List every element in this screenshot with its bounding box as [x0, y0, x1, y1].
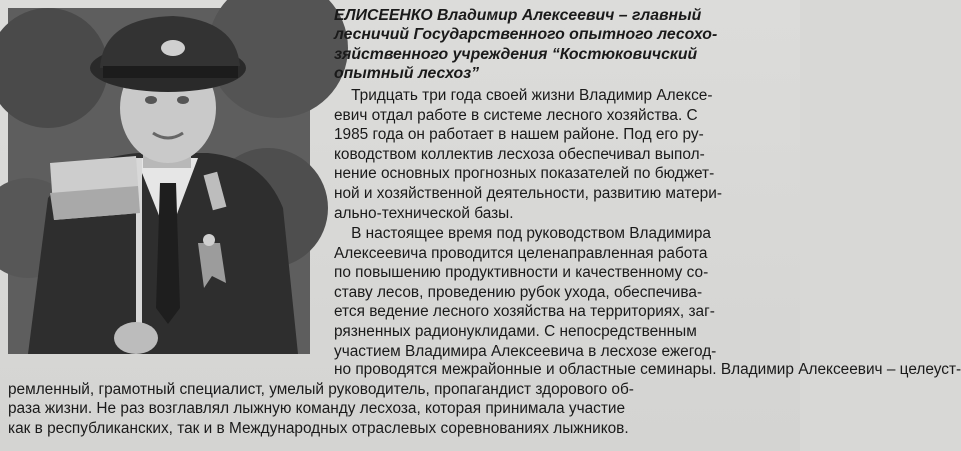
paragraph-present-work	[334, 224, 792, 361]
text-line: В настоящее время под руководством Владимира	[334, 225, 711, 242]
paragraph-seminars-sport	[8, 360, 961, 438]
text-line: 1985 года он работает в нашем районе. Под его ру-	[334, 126, 704, 144]
heading-line: опытный лесхоз”	[334, 65, 480, 83]
text-line: но проводятся межрайонные и областные семинары. Владимир Алексеевич – целеуст-	[334, 361, 961, 378]
text-line: раза жизни. Не раз возглавлял лыжную команду лесхоза, которая принимала участие	[8, 400, 626, 418]
text-line: ется ведение лесного хозяйства на территориях, заг-	[334, 303, 715, 321]
text-line: участием Владимира Алексеевича в лесхозе ежегод-	[334, 342, 717, 360]
text-line: евич отдал работе в системе лесного хозяйства. С	[334, 106, 698, 124]
text-line: как в республиканских, так и в Международных отраслевых соревнованиях лыжников.	[8, 419, 629, 437]
portrait-illustration	[8, 8, 310, 354]
text-line: Алексеевича проводится целенаправленная работа	[334, 244, 708, 262]
heading-line: ЕЛИСЕЕНКО Владимир Алексеевич – главный	[334, 7, 702, 24]
text-line: по повышению продуктивности и качественному со-	[334, 264, 709, 282]
text-line: Тридцать три года своей жизни Владимир Алексе-	[334, 87, 713, 104]
article-heading	[334, 6, 792, 84]
heading-line: лесничий Государственного опытного лесохо-	[334, 26, 718, 44]
text-line: ально-технической базы.	[334, 204, 514, 222]
text-line: ной и хозяйственной деятельности, развитию матери-	[334, 184, 722, 202]
text-line: ставу лесов, проведению рубок ухода, обеспечива-	[334, 283, 703, 301]
text-line: ководством коллектив лесхоза обеспечивал выпол-	[334, 145, 705, 163]
paragraph-career	[334, 86, 792, 223]
portrait-photo	[8, 8, 310, 354]
heading-line: зяйственного учреждения “Костюковичский	[334, 45, 698, 63]
text-line: ремленный, грамотный специалист, умелый руководитель, пропагандист здорового об-	[8, 380, 634, 398]
text-line: рязненных радионуклидами. С непосредственным	[334, 322, 697, 340]
text-line: нение основных прогнозных показателей по бюджет-	[334, 165, 715, 183]
